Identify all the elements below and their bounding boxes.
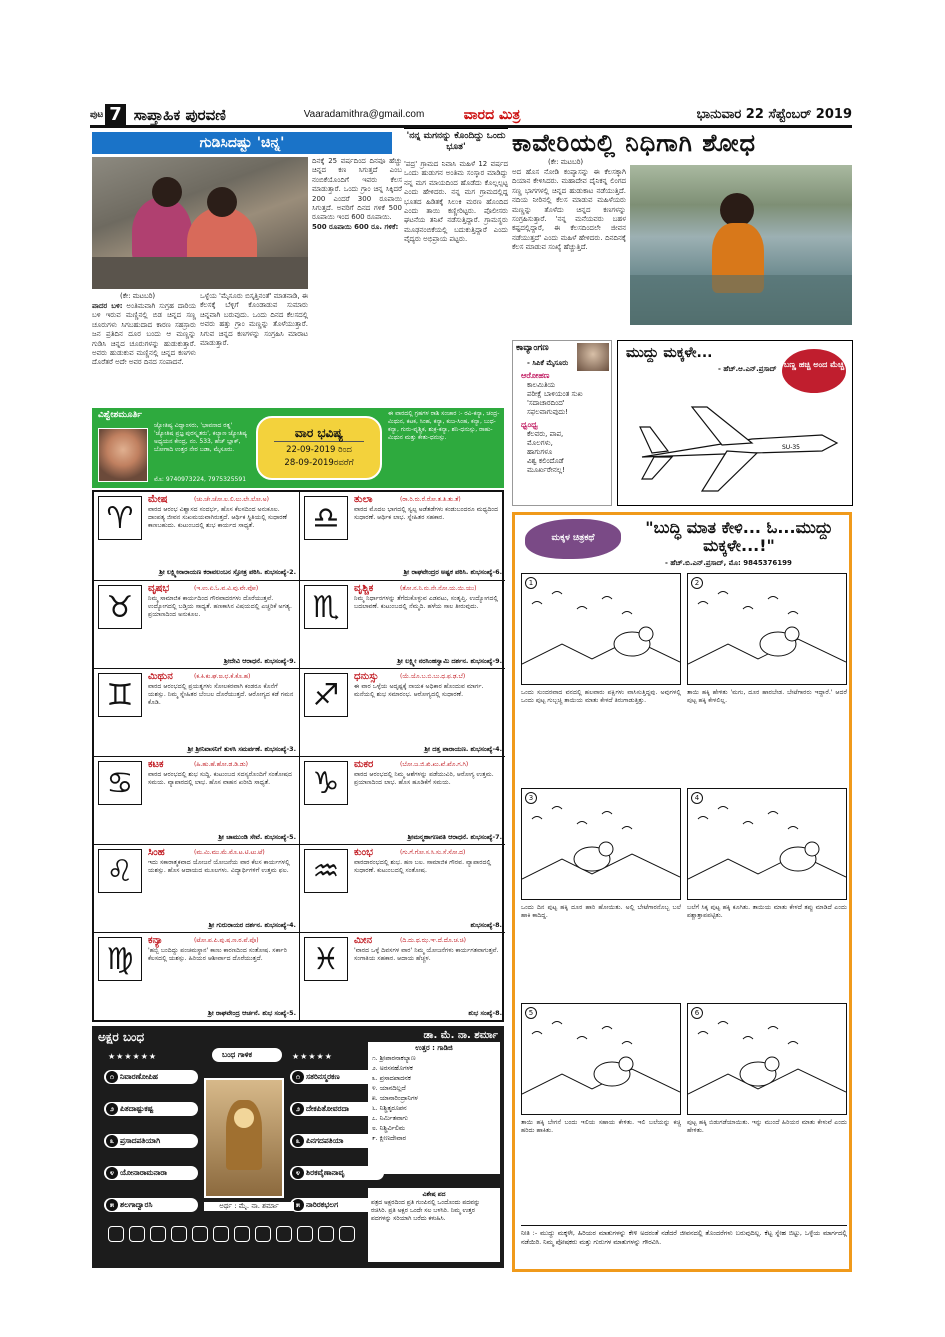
crossword-word-text: ಶಲಗಾದ್ವಾರಸಿ bbox=[120, 1200, 153, 1209]
poem1-line: ಪರೀಕ್ಷೆ ಬಾಳಿಯಂತ ಸುಖ bbox=[527, 390, 583, 398]
crossword-word[interactable] bbox=[104, 1134, 198, 1148]
zodiac-remedy: ಶ್ರೀ ರಾಘವೇಂದ್ರ ಆರ್ಚನೆ. ಶುಭ ಸಂಖ್ಯೆ-5. bbox=[208, 1009, 296, 1017]
story1-lead: ಪಾದರ ಬಳಿ: bbox=[92, 302, 123, 310]
crossword-word-text: ಪಿನಗದಪತಿಯಾ bbox=[306, 1136, 344, 1145]
zodiac-name: ಕುಂಭ bbox=[354, 847, 373, 858]
crossword-number: ೪ bbox=[292, 1167, 304, 1179]
story1-col1 bbox=[92, 302, 196, 406]
comic-moral: ನೀತಿ :- ಮುದ್ದು ಮಕ್ಕಳೇ, ಹಿರಿಯರ ಮಾತುಗಳನ್ನು ಕೇಳಿ ಅದರಂತೆ ನಡೆದರೆ ಜೀವನದಲ್ಲಿ ತೊಂದರೆಗಳು ಬರುವುದಿಲ್ಲ. ಕೆಟ್ಟ ಸ್ನೇಹ ಬಿಟ್ಟು, ಒಳ್ಳೆಯ ಮಾರ್ಗದಲ್ಲಿ ನಡೆಯಿರಿ. ನಿಮ್ಮ ಪೋಷಕರು ಮತ್ತು ಗುರುಗಳ ಮಾತುಗಳನ್ನು ಗೌರವಿಸಿ. bbox=[521, 1225, 847, 1271]
page-tag: ಪುಟ bbox=[90, 109, 104, 120]
zodiac-letters: (ಇ.ಉ.ಏ.ಓ.ವ.ವಿ.ವು.ವೇ.ವೋ) bbox=[194, 585, 259, 592]
zodiac-forecast: ವಾರದ ಆರಂಭದಲ್ಲಿ ಪ್ರಯತ್ನಗಳು ಸೋಲಕರವಾಗಿ ಕಂಡರೂ ಕೊನೆಗೆ ಯಶಸ್ಸು. ನಿಮ್ಮ ಸ್ನೇಹಿತರ ಬೆಂಬಲ ದೊರೆಯುತ್ತದೆ. ಆರೋಗ್ಯದ ಕಡೆ ಗಮನ ಕೊಡಿ. bbox=[148, 683, 294, 707]
crossword-word-text: ಶಿರಕವೈಣಾನಾವೃ bbox=[306, 1168, 345, 1177]
zodiac-remedy: ಶ್ರೀಮನ್ಮಹಾಗಣಪತಿ ಆರಾಧನೆ. ಶುಭಸಂಖ್ಯೆ-7. bbox=[407, 833, 502, 841]
temple-image bbox=[204, 1078, 284, 1198]
comic-label: ಮಕ್ಕಳ ಚಿತ್ರಕಥೆ bbox=[525, 519, 621, 559]
jet-drawing bbox=[632, 387, 842, 499]
answer-cell[interactable] bbox=[108, 1226, 124, 1242]
lion-icon: ♌ bbox=[98, 849, 142, 893]
comic-panel bbox=[521, 788, 681, 900]
page-number: 7 bbox=[105, 104, 126, 126]
comic-panel bbox=[687, 573, 847, 685]
colouring-box bbox=[617, 340, 853, 506]
zodiac-forecast: ನಿಮ್ಮ ಸಾಮಾಜಿಕ ಕಾರ್ಯದಿಂದ ಗೌರವಾದರಗಳು ದೊರೆಯುತ್ತವೆ. ಉದ್ಯೋಗದಲ್ಲಿ ಬಡ್ತಿಯ ಸಾಧ್ಯತೆ. ಹಣಕಾಸಿನ ವಿಷಯದಲ್ಲಿ ಎಚ್ಚರಿಕೆ ಅಗತ್ಯ. ಪ್ರಯಾಣದಿಂದ ಅನುಕೂಲ. bbox=[148, 595, 292, 619]
crossword-number: ೨ bbox=[106, 1103, 118, 1115]
poem2-line: ಹಾಗುಗಳೂ bbox=[527, 448, 553, 456]
panel-text: ತಾಯಿ ಹಕ್ಕಿ ಹೇಳಿತು 'ಮಗು, ದೂರ ಹಾರಬೇಡ. ಬೇಟೆಗಾರರು ಇದ್ದಾರೆ.' ಆದರೆ ಪುಟ್ಟ ಹಕ್ಕಿ ಕೇಳಲಿಲ್ಲ. bbox=[687, 689, 847, 704]
panel-text: ಒಂದು ದಿನ ಪುಟ್ಟ ಹಕ್ಕಿ ದೂರ ಹಾರಿ ಹೋಯಿತು. ಅಲ್ಲಿ ಬೇಟೆಗಾರನೊಬ್ಬ ಬಲೆ ಹಾಕಿ ಕಾದಿದ್ದ. bbox=[521, 904, 681, 919]
crossword-box-title: ಬಂಧ ಗಾಳಿಕ bbox=[212, 1048, 282, 1062]
story3-caption: (ಕೇ: ಮಟಬರಿ) bbox=[548, 158, 584, 166]
week-box bbox=[256, 416, 382, 480]
crossword-word[interactable] bbox=[104, 1102, 198, 1116]
week-to: 28-09-2019ರವರೆಗೆ bbox=[284, 458, 354, 468]
graha-transit-note: ಈ ವಾರದಲ್ಲಿ ಗ್ರಹಗಳ ರಾಶಿ ಸಂಚಾರ :- ರವಿ-ಕನ್ಯಾ, ಚಂದ್ರ-ಮಿಥುನ, ಕಟಕ, ಸಿಂಹ, ಕನ್ಯಾ, ಕುಜ-ಸಿಂಹ, ಕನ್ಯಾ, ಬುಧ-ಕನ್ಯಾ, ಗುರು-ವೃಶ್ಚಿಕ, ಶುಕ್ರ-ಕನ್ಯಾ, ಶನಿ-ಧನುಸ್ಸು, ರಾಹು-ಮಿಥುನ ಮತ್ತು ಕೇತು-ಧನುಸ್ಸು. bbox=[388, 410, 500, 441]
zodiac-item bbox=[300, 580, 505, 668]
clue-title: ಉತ್ತರ : ಗಾಡಿಜಿ bbox=[415, 1044, 453, 1052]
zodiac-letters: (ಕ.ಕಿ.ಕು.ಘ.ಙ.ಛ.ಕೆ.ಕೊ.ಹ) bbox=[194, 673, 251, 680]
masthead bbox=[90, 104, 852, 128]
crossword-word-text: ನಾರಿರಕಭಲಗ bbox=[306, 1200, 339, 1209]
zodiac-item bbox=[300, 844, 505, 932]
zodiac-item bbox=[94, 932, 299, 1020]
story1-col2: ಒಳ್ಳೆಯ 'ಮೈಸೂರು ಬಿಸ್ಕತ್ತಿನಂತೆ' ಮಾತನಾಡಿ, ಈ ಕೆಲಸಕ್ಕೆ ಬೆಳ್ಳಿಗೆ ಕೊಂಡಾಡುವ ಸುಮಾರು ಚಿನ್ನವಾಗಿ ಬರುವುದು. ಒಂದು ದಿನದ ಕೆಲಸದಲ್ಲಿ ಅವರು ಹತ್ತು ಗ್ರಾಂ ಮಣ್ಣನ್ನು ತೊಳೆಯುತ್ತಾರೆ. ಸಿಗುವ ಚಿನ್ನದ ಕಣಗಳನ್ನು ಸಂಗ್ರಹಿಸಿ ಮಾರಾಟ ಮಾಡುತ್ತಾರೆ. bbox=[200, 292, 308, 348]
astrologer-phone: ಮೊ: 9740973224, 7975325591 bbox=[154, 476, 247, 483]
panel-number: 2 bbox=[691, 577, 703, 589]
decorative-stars: ★★★★★ bbox=[292, 1052, 333, 1061]
section-title: ಸಾಪ್ತಾಹಿಕ ಪುರವಣಿ bbox=[133, 105, 226, 124]
zodiac-forecast: 'ಹಬ್ಬಿ ಬಂದಿದ್ದು ಪಂಚಮಸ್ಥಾನ' ಕಾಣು ಕಾರಣದಿಂದ ಸಂತೋಷ. ಸರ್ಕಾರಿ ಕೆಲಸದಲ್ಲಿ ಯಶಸ್ಸು. ಹಿರಿಯರ ಆಶೀರ್ವಾದ ದೊರೆಯುತ್ತದೆ. bbox=[148, 947, 288, 963]
clue-item: ೨. ಅರಸನಹೊಗಳಕ bbox=[372, 1064, 413, 1072]
zodiac-letters: (ಟೋ.ಪ.ಪಿ.ಪು.ಷ.ಣ.ಠ.ಪೆ.ಪೊ) bbox=[194, 937, 259, 944]
crossword-word[interactable] bbox=[104, 1070, 198, 1084]
zodiac-name: ವೃಷಭ bbox=[148, 583, 170, 594]
zodiac-name: ಧನುಸ್ಸು bbox=[354, 671, 379, 682]
zodiac-name: ತುಲಾ bbox=[354, 494, 373, 505]
crossword-box bbox=[92, 1026, 504, 1268]
zodiac-remedy: ಶ್ರೀ ದತ್ತ ಪಾರಾಯಣ. ಶುಭಸಂಖ್ಯೆ-4. bbox=[424, 745, 502, 753]
zodiac-forecast: ವಾರದ ಮೊದಲ ಭಾಗದಲ್ಲಿ ಸ್ವಲ್ಪ ಅಡೆತಡೆಗಳು ಕಂಡುಬಂದರೂ ಮಧ್ಯದಿಂದ ಸುಧಾರಣೆ. ಆರ್ಥಿಕ ಲಾಭ. ಸ್ನೇಹಿತರ ಸಹಕಾರ. bbox=[354, 506, 499, 522]
zodiac-item bbox=[300, 932, 505, 1020]
zodiac-letters: (ಹಿ.ಹು.ಹೆ.ಹೋ.ಡ.ಡಿ.ಡು) bbox=[194, 761, 248, 768]
panel-number: 1 bbox=[525, 577, 537, 589]
zodiac-name: ಕನ್ಯಾ bbox=[148, 935, 163, 946]
crossword-word[interactable] bbox=[104, 1166, 198, 1180]
astrologer-name: ವಿಶ್ವೇಶಮೂರ್ತಿ bbox=[98, 410, 142, 420]
crossword-number: ೫ bbox=[106, 1199, 118, 1211]
crossword-number: ೪ bbox=[106, 1167, 118, 1179]
scorpion-icon: ♏ bbox=[304, 585, 348, 629]
issue-date: ಭಾನುವಾರ 22 ಸೆಪ್ಟೆಂಬರ್ 2019 bbox=[696, 107, 852, 122]
zodiac-remedy: ಶುಭಸಂಖ್ಯೆ-8. bbox=[470, 921, 502, 929]
poem2-line: ಮೂರ್ಖರೇನಲ್ಲ! bbox=[527, 466, 565, 474]
answer-cell[interactable] bbox=[318, 1226, 334, 1242]
zodiac-forecast: ಇದು ಸಕಾರಾತ್ಮಕವಾದ ಯೋಜನೆ ಯೋಜನೆಯ ವಾರ ಕೆಲಸ ಕಾರ್ಯಗಳಲ್ಲಿ ಯಶಸ್ಸು. ಹೊಸ ಆದಾಯದ ಮೂಲಗಳು. ವಿದ್ಯಾರ್ಥಿಗಳಿಗೆ ಉತ್ತಮ ಫಲ. bbox=[148, 859, 290, 875]
story3-body: ಅದ ಹೊಸ ನೋಡಿ ಕಂಪ್ಯಾಸನ್ನು ಈ ಕೆಲಸಕ್ಕಾಗಿ ದಿಯಾನ ಕೇಳಿಸಿದರು. ಮಹಾದೇವ ದೈನಿಕನ್ನ ಲಿಂಗದ ಸಣ್ಣ ಭಾಗಗಳಲ್ಲಿ ಚಿನ್ನದ ಹುಡುಕಾಟ ನಡೆಯುತ್ತಿದೆ. ನದಿಯ ನೀರಿನಲ್ಲಿ ಕೆಲಸ ಮಾಡುವ ಮಹಿಳೆಯರು ಮಣ್ಣನ್ನು ತೊಳೆದು ಚಿನ್ನದ ಕಣಗಳನ್ನು ಸಂಗ್ರಹಿಸುತ್ತಾರೆ. 'ನನ್ನ ಮನೆಯವರು ಬಹಳ ಕಷ್ಟದಲ್ಲಿದ್ದಾರೆ, ಈ ಕೆಲಸದಿಂದಲೇ ಜೀವನ ನಡೆಯುತ್ತದೆ' ಎಂದು ಮಹಿಳೆ ಹೇಳಿದರು. ದಿನದಿನಕ್ಕೆ ಕೆಲಸ ಮಾಡುವ ಸಂಖ್ಯೆ ಹೆಚ್ಚುತ್ತಿದೆ. bbox=[512, 168, 626, 252]
zodiac-letters: (ಮ.ಮಿ.ಮು.ಮೆ.ಮೊ.ಟ.ಟಿ.ಟು.ಟೆ) bbox=[194, 849, 265, 856]
zodiac-letters: (ಗು.ಗೆ.ಗೋ.ಸ.ಸಿ.ಸು.ಸೆ.ಸೋ.ದ) bbox=[400, 849, 466, 856]
zodiac-item bbox=[300, 668, 505, 756]
story3-photo bbox=[630, 165, 852, 325]
zodiac-name: ಮೇಷ bbox=[148, 494, 168, 505]
panel-drawing bbox=[688, 789, 846, 899]
answer-cell[interactable] bbox=[129, 1226, 145, 1242]
zodiac-letters: (ದಿ.ದು.ಥ.ಝ.ಞ.ದೆ.ದೊ.ಚ.ಚಿ) bbox=[400, 937, 466, 944]
answer-cell[interactable] bbox=[150, 1226, 166, 1242]
poet-photo bbox=[577, 343, 609, 371]
comic-panel bbox=[521, 573, 681, 685]
zodiac-forecast: ನಿಮ್ಮ ನಿರ್ಧಾರಗಳನ್ನು ತೆಗೆದುಕೊಳ್ಳುವ ಎಡವಟು, ಸಂತೃಪ್ತಿ. ಉದ್ಯೋಗದಲ್ಲಿ ಬದಲಾವಣೆ. ಕುಟುಂಬದಲ್ಲಿ ನೆಮ್ಮದಿ. ಹಳೆಯ ಸಾಲ ತೀರುವುದು. bbox=[354, 595, 499, 611]
clue-box bbox=[368, 1042, 500, 1174]
zodiac-grid bbox=[92, 490, 504, 1022]
answer-cell[interactable] bbox=[255, 1226, 271, 1242]
panel-drawing bbox=[522, 1004, 680, 1114]
zodiac-forecast: ವಾರದಾರಂಭದಲ್ಲಿ ಶುಭ. ಹಣ ಬಲ. ಸಾಮಾಜಿಕ ಗೌರವ. ವ್ಯಾಪಾರದಲ್ಲಿ ಸುಧಾರಣೆ. ಕುಟುಂಬದಲ್ಲಿ ಸಂತೋಷ. bbox=[354, 859, 492, 875]
poem1-title: ಆರೋಹಣ bbox=[521, 371, 550, 380]
comic-strip bbox=[512, 512, 852, 1272]
answer-cell[interactable] bbox=[276, 1226, 292, 1242]
panel-number: 6 bbox=[691, 1007, 703, 1019]
panel-number: 4 bbox=[691, 792, 703, 804]
zodiac-item bbox=[94, 580, 299, 668]
story1-subhead: 500 ರೂಪಾಯಿ 600 ರೂ. ಗಳಿಕೆ: bbox=[312, 222, 399, 231]
virgo-icon: ♍ bbox=[98, 937, 142, 981]
comic-panel bbox=[521, 1003, 681, 1115]
weekly-horoscope-header bbox=[92, 408, 504, 488]
zodiac-remedy: ಶ್ರೀ ಚಾಮುಂಡಿ ಸೇವೆ. ಶುಭಸಂಖ್ಯೆ-5. bbox=[218, 833, 296, 841]
poem2-line: ಕೆಲವರು, ಪಾಪ, bbox=[527, 430, 564, 438]
answer-cell[interactable] bbox=[297, 1226, 313, 1242]
crossword-word-text: ಪ್ರಸಾದಪತಿಯಾಗಿ bbox=[120, 1136, 161, 1145]
crossword-word-text: ನಿವಾರಣೋಪಿಹ bbox=[120, 1072, 159, 1081]
zodiac-remedy: ಶ್ರೀ ಶ್ರೀನಿವಾಸನಿಗೆ ತುಳಸಿ ಸಮರ್ಪಣೆ. ಶುಭಸಂಖ್ಯೆ-3. bbox=[187, 745, 296, 753]
poem1-line: 'ಸದಾಚಾರದಿಂದ' bbox=[527, 399, 565, 407]
crossword-author: ಡಾ. ಮೆ. ನಾ. ಶರ್ಮಾ bbox=[423, 1030, 498, 1041]
answer-cell[interactable] bbox=[213, 1226, 229, 1242]
crossword-word-text: ಪಿತದಾಷ್ಟುಕಷ್ಟ bbox=[120, 1104, 154, 1113]
note-body: ಪತ್ರದ ಅಕ್ಷರದಿಂದ ಪ್ರತಿ ಗುಂಪಿನಲ್ಲಿ ಒಂದೊಂದು ಪದವನ್ನು ರಚಿಸಿರಿ. ಪ್ರತಿ ಅಕ್ಷರ ಒಂದೇ ಸಲ ಬಳಸಿರಿ. ನಿಮ್ಮ ಉತ್ತರ ಪದಗಳನ್ನು ಸರಿಯಾಗಿ ಬರೆದು ಕಳುಹಿಸಿ. bbox=[371, 1199, 481, 1222]
zodiac-name: ಮಕರ bbox=[354, 759, 374, 770]
panel-drawing bbox=[522, 574, 680, 684]
story1-caption: (ಕೇ: ಮಟಬರಿ) bbox=[120, 292, 156, 300]
story1-col3 bbox=[312, 157, 402, 406]
poem1-line: ಕಾಲಮಿತಿಯ bbox=[527, 381, 556, 389]
zodiac-name: ಮೀನ bbox=[354, 935, 372, 946]
comic-panel bbox=[687, 1003, 847, 1115]
zodiac-remedy: ಶ್ರೀದೇವಿ ಆರಾಧನೆ. ಶುಭಸಂಖ್ಯೆ-9. bbox=[223, 657, 296, 665]
colouring-title: ಮುದ್ದು ಮಕ್ಕಳೇ... bbox=[626, 345, 713, 361]
answer-cell[interactable] bbox=[171, 1226, 187, 1242]
zodiac-remedy: ಶ್ರೀ ಗುರುರಾಯರ ದರ್ಶನ. ಶುಭಸಂಖ್ಯೆ-4. bbox=[208, 921, 296, 929]
crocodile-icon: ♑ bbox=[304, 761, 348, 805]
story3-headline: ಕಾವೇರಿಯಲ್ಲಿ ನಿಧಿಗಾಗಿ ಶೋಧ bbox=[512, 129, 757, 157]
zodiac-forecast: ವಾರದ ಆರಂಭ ವಿಶ್ವಾಸದ ಸಂದರ್ಭ, ಹೊಸ ಕೆಲಸದಿಂದ ಅನುಕೂಲ. ದಾಂಪತ್ಯ ಜೀವನ ಸುಖಮಯವಾಗಿರುತ್ತದೆ. ಆರ್ಥಿಕ ಸ್ಥಿತಿಯಲ್ಲಿ ಸುಧಾರಣೆ ಕಾಣಬಹುದು. ಕುಟುಂಬದಲ್ಲಿ ಶುಭ ಕಾರ್ಯದ ಸಾಧ್ಯತೆ. bbox=[148, 506, 288, 530]
zodiac-name: ಮಿಥುನ bbox=[148, 671, 173, 682]
poem1-line: ಸಫಲವಾಗುವುದು! bbox=[527, 408, 568, 416]
answer-cell[interactable] bbox=[234, 1226, 250, 1242]
zodiac-item bbox=[94, 844, 299, 932]
story2-headline: 'ನನ್ನ ಮಗನನ್ನು ಕೊಂದಿದ್ದು ಒಂದು ಭೂತ' bbox=[404, 128, 508, 153]
zodiac-left-column bbox=[94, 492, 299, 1020]
colouring-artist: - ಹೆಚ್.ಆ.ಎನ್.ಪ್ರಸಾದ್ bbox=[718, 365, 777, 373]
crossword-number: ೧ bbox=[106, 1071, 118, 1083]
crossword-number: ೧ bbox=[292, 1071, 304, 1083]
crossword-word-text: ಸತರಿನಸ್ಮರಕಣ bbox=[306, 1072, 340, 1081]
zodiac-item bbox=[94, 668, 299, 756]
answer-cells bbox=[108, 1226, 355, 1242]
answer-cell[interactable] bbox=[192, 1226, 208, 1242]
clue-item: ೫. ಯಾನಾರಿಂದ್ರಾನಿಗಳ bbox=[372, 1094, 418, 1102]
colouring-badge: ಬಣ್ಣ ಹಚ್ಚಿ ಅಂದ ಮೆಚ್ಚಿ bbox=[782, 349, 846, 393]
zodiac-remedy: ಶ್ರೀ ಲಕ್ಷ್ಮೀನಾರಾಯಣ ಕರಾವಲಂಬನ ಸ್ತೋತ್ರ ಪಠಿಸಿ. ಶುಭಸಂಖ್ಯೆ-2. bbox=[159, 568, 296, 576]
poem2-title: ಧ್ವಂಧ್ವ bbox=[521, 420, 538, 429]
crossword-number: ೫ bbox=[292, 1199, 304, 1211]
zodiac-letters: (ಯೆ.ಯೊ.ಬ.ಬಿ.ಬು.ಧ.ಫ.ಢ.ಬೆ) bbox=[400, 673, 466, 680]
zodiac-name: ವೃಶ್ಚಿಕ bbox=[354, 583, 374, 594]
zodiac-letters: (ತೋ.ನ.ನಿ.ನು.ನೇ.ನೋ.ಯ.ಯಿ.ಯು) bbox=[400, 585, 477, 592]
week-from: 22-09-2019 ರಿಂದ bbox=[286, 445, 352, 455]
zodiac-remedy: ಶುಭ ಸಂಖ್ಯೆ-8. bbox=[468, 1009, 502, 1017]
twins-icon: ♊ bbox=[98, 673, 142, 717]
clue-item: ೪. ಯಾನದಿಲ್ಲದೆ bbox=[372, 1084, 406, 1092]
bull-icon: ♉ bbox=[98, 585, 142, 629]
crossword-word-text: ದೇಕಪಿತೋವರದಾ bbox=[306, 1104, 349, 1113]
panel-drawing bbox=[688, 1004, 846, 1114]
story1-photo bbox=[92, 157, 308, 289]
zodiac-remedy: ಶ್ರೀ ಲಕ್ಷ್ಮೀ ನರಸಿಂಹಸ್ವಾಮಿ ದರ್ಶನ. ಶುಭಸಂಖ್ಯೆ-9. bbox=[397, 657, 502, 665]
zodiac-forecast: ಈ ವಾರ ಒಳ್ಳೆಯ ಅದೃಷ್ಟಕ್ಕೆ ನಾಯಕ ಅಧಿಕಾರ ಹೊಂದುವ ಮಾರ್ಗ. ಮನೆಯಲ್ಲಿ ಶುಭ ಸಮಾರಂಭ. ಆರೋಗ್ಯದಲ್ಲಿ ಸುಧಾರಣೆ. bbox=[354, 683, 484, 699]
comic-title: "ಬುದ್ಧಿ ಮಾತ ಕೇಳಿ... ಓ...ಮುದ್ದು ಮಕ್ಕಳೇ...!" bbox=[645, 518, 833, 555]
water-bearer-icon: ♒ bbox=[304, 849, 348, 893]
clue-item: ೭. ನಿರ್ಮಿತವಾಗು bbox=[372, 1114, 408, 1122]
comic-panel bbox=[687, 788, 847, 900]
panel-text: ಪುಟ್ಟ ಹಕ್ಕಿ ಬಿಡುಗಡೆಯಾಯಿತು. ಇನ್ನು ಮುಂದೆ ಹಿರಿಯರ ಮಾತು ಕೇಳುವೆ ಎಂದು ಹೇಳಿತು. bbox=[687, 1119, 847, 1134]
crab-icon: ♋ bbox=[98, 761, 142, 805]
crossword-number: ೩ bbox=[106, 1135, 118, 1147]
email-link[interactable]: Vaaradamithra@gmail.com bbox=[303, 109, 425, 120]
astrologer-info: ಜ್ಯೋತಿಷ್ಯ ವಿದ್ವಾಂಸರು, 'ಭಾವನಾದ ರತ್ನ' 'ಜ್ಯೋತಿಷ ಪ್ರಜ್ಞ ಪುರಸ್ಕೃತರು', ಕಲ್ಯಾಣ ಜ್ಯೋತಿಷ್ಯ ಅಧ್ಯಯನ ಕೇಂದ್ರ, ನಂ. 533, ಹೆಚ್ ಬ್ಲಾಕ್, ಬೋಗಾದಿ ಉತ್ತರ ನೇರ ಬಡಾ, ಮೈಸೂರು. bbox=[154, 422, 248, 453]
comic-artist: - ಹೆಚ್.ಬಿ.ಎನ್.ಪ್ರಸಾದ್, ಮೊ: 9845376199 bbox=[665, 559, 792, 567]
crossword-word[interactable] bbox=[104, 1198, 198, 1212]
crossword-word-text: ಯೋನಾರಾಮನಾರಾ bbox=[120, 1168, 167, 1177]
zodiac-letters: (ರಾ.ರಿ.ರು.ರೆ.ರೋ.ತ.ತಿ.ತು.ತೆ) bbox=[400, 496, 461, 503]
zodiac-forecast: ವಾರದ ಆರಂಭದಲ್ಲಿ ನಿಮ್ಮ ಆಶೆಗಳನ್ನು ಪಡೆಯುವಿರಿ, ಆರೋಗ್ಯ ಉತ್ತಮ. ಪ್ರಯಾಣದಿಂದ ಲಾಭ. ಹೊಸ ಹೂಡಿಕೆಗೆ ಸಮಯ. bbox=[354, 771, 494, 787]
zodiac-letters: (ಬೋ.ಜ.ಜಿ.ಖಿ.ಖು.ಖೆ.ಖೊ.ಗ.ಗಿ) bbox=[400, 761, 469, 768]
story1-col3-text: ದಿನಕ್ಕೆ 25 ವರ್ಷದಿಂದ ದಿನವೂ ಹೆಚ್ಚು ಚಿನ್ನದ ಕಣ ಸಿಗುತ್ತದೆ ಎಂಬ ನಂಬಿಕೆಯೊಂದಿಗೆ ಇವರು ಕೆಲಸ ಮಾಡುತ್ತಾರೆ. ಒಂದು ಗ್ರಾಂ ಚಿನ್ನ ಸಿಕ್ಕಿದರೆ 200 ಎಂದರೆ 300 ರೂಪಾಯಿ ಸಿಗುತ್ತದೆ. ಅವರಿಗೆ ದಿನದ ಗಳಿಕೆ 500 ರೂಪಾಯಿ ಇಂದ 600 ರೂಪಾಯಿ. bbox=[312, 157, 402, 222]
crossword-note bbox=[368, 1188, 500, 1262]
ram-icon: ♈ bbox=[98, 496, 142, 540]
poet-name: - ಸಿಪಿಕೆ ಮೈಸೂರು bbox=[527, 359, 569, 367]
week-title: ವಾರ ಭವಿಷ್ಯ bbox=[274, 426, 364, 442]
story1-headline: ಗುಡಿಸಿದಷ್ಟು 'ಚಿನ್ನ' bbox=[92, 132, 392, 154]
zodiac-item bbox=[94, 492, 299, 580]
jet-label: SU-35 bbox=[782, 444, 800, 451]
zodiac-right-column bbox=[300, 492, 505, 1020]
crossword-number: ೩ bbox=[292, 1135, 304, 1147]
crossword-title: ಅಕ್ಷರ ಬಂಧ bbox=[98, 1030, 145, 1044]
kavya-box bbox=[512, 340, 612, 506]
decorative-stars: ★★★★★★ bbox=[108, 1052, 158, 1061]
temple-caption: ಅರ್ಥ : ಮೈ. ನಾ. ಶರ್ಮಾ bbox=[204, 1202, 294, 1211]
archer-icon: ♐ bbox=[304, 673, 348, 717]
zodiac-forecast: ವಾರದ ಆರಂಭದಲ್ಲಿ ಶುಭ ಸುದ್ದಿ. ಕುಟುಂಬದ ಸದಸ್ಯರೊಂದಿಗೆ ಸಂತೋಷದ ಸಮಯ. ವ್ಯಾಪಾರದಲ್ಲಿ ಲಾಭ. ಹೊಸ ವಾಹನ ಖರೀದಿ ಸಾಧ್ಯತೆ. bbox=[148, 771, 292, 787]
zodiac-name: ಸಿಂಹ bbox=[148, 847, 165, 858]
zodiac-letters: (ಚು.ಚೇ.ಚೋ.ಲ.ಲಿ.ಲು.ಲೇ.ಲೋ.ಅ) bbox=[194, 496, 269, 503]
panel-number: 3 bbox=[525, 792, 537, 804]
scales-icon: ♎ bbox=[304, 496, 348, 540]
zodiac-name: ಕಟಕ bbox=[148, 759, 164, 770]
panel-text: ಒಂದು ಸುಂದರವಾದ ವನದಲ್ಲಿ ಹಲವಾರು ಪಕ್ಷಿಗಳು ವಾಸಿಸುತ್ತಿದ್ದವು. ಅವುಗಳಲ್ಲಿ ಒಂದು ಪುಟ್ಟ ಗುಬ್ಬಚ್ಚಿ ತಾಯಿಯ ಮಾತು ಕೇಳದೆ ತಿರುಗಾಡುತ್ತಿತ್ತು. bbox=[521, 689, 681, 704]
clue-item: ೩. ಪ್ರಸಾದಪಾದನಕ bbox=[372, 1074, 411, 1082]
poem2-line: ವಿಶ್ವ ಕಲಿಂದೊಡೆ bbox=[527, 457, 564, 465]
kavya-title: ಕಾವ್ಯಾಂಗಣ bbox=[516, 343, 549, 353]
panel-text: ಬಲೆಗೆ ಸಿಕ್ಕ ಪುಟ್ಟ ಹಕ್ಕಿ ಕೂಗಿತು. ತಾಯಿಯ ಮಾತು ಕೇಳದೆ ತಪ್ಪು ಮಾಡಿದೆ ಎಂದು ಪಶ್ಚಾತ್ತಾಪಪಟ್ಟಿತು. bbox=[687, 904, 847, 919]
clue-item: ೬. ನಿಶ್ಚಿತೃರೂಪನ bbox=[372, 1104, 407, 1112]
clue-item: ೯. ಕ್ಷೀಣದೇವಾರ bbox=[372, 1134, 406, 1142]
zodiac-forecast: 'ವಾರದ ಒಳ್ಳೆ ದಿವಸಗಳ ವಾರ' ನಿಮ್ಮ ಯೋಜನೆಗಳು ಕಾರ್ಯಗತವಾಗುತ್ತವೆ. ಸಂಗಾತಿಯ ಸಹಕಾರ. ಆದಾಯ ಹೆಚ್ಚಳ. bbox=[354, 947, 499, 963]
note-title: ವಿಶೇಷ ಪದ bbox=[422, 1191, 446, 1198]
story2-body: 'ಪದ್ರ' ಗ್ರಾಮದ ನಿವಾಸಿ ಮಹಿಳೆ 12 ವರ್ಷದ ಒಂದು ಹುಡುಗನ ಅಂತಿಮ ಸಂಸ್ಕಾರ ಮಾಡಿದ್ದು ನನ್ನ ಮಗ ಮಾಯದಿಂದ ಹೊಡೆದು ಕೊಲ್ಲಲ್ಪಟ್ಟ ಎಂದು ಹೇಳಿದರು. ನನ್ನ ಮಗ ಗ್ರಾಮದಲ್ಲಿದ್ದ ಭೂತದ ಹಿಡಿತಕ್ಕೆ ಸಿಲುಕಿ ಮರಣ ಹೊಂದಿದ ಎಂದು ತಾಯಿ ಕಣ್ಣೀರಿಟ್ಟರು. ಪೊಲೀಸರು ಘಟನೆಯ ತನಿಖೆ ನಡೆಸುತ್ತಿದ್ದಾರೆ. ಗ್ರಾಮಸ್ಥರು ಮೂಢನಂಬಿಕೆಯಲ್ಲಿ ಬದುಕುತ್ತಿದ್ದಾರೆ ಎಂದು ವೈದ್ಯರು ಅಭಿಪ್ರಾಯ ಪಟ್ಟರು. bbox=[404, 160, 508, 244]
panel-text: ತಾಯಿ ಹಕ್ಕಿ ಬೇಗನೆ ಬಂದು ಇಲಿಯ ಸಹಾಯ ಕೇಳಿತು. ಇಲಿ ಬಲೆಯನ್ನು ಕಚ್ಚಿ ಹರಿದು ಹಾಕಿತು. bbox=[521, 1119, 681, 1134]
zodiac-item bbox=[300, 756, 505, 844]
panel-drawing bbox=[522, 789, 680, 899]
paper-logo: ವಾರದ ಮಿತ್ರ bbox=[463, 106, 521, 123]
poem2-line: ಮೊಲಗಳು, bbox=[527, 439, 553, 447]
panel-drawing bbox=[688, 574, 846, 684]
crossword-number: ೨ bbox=[292, 1103, 304, 1115]
clue-item: ೧. ಶ್ರೀಪಾರನಾಕಲ್ಯಾಣ bbox=[372, 1054, 416, 1062]
zodiac-item bbox=[300, 492, 505, 580]
answer-cell[interactable] bbox=[339, 1226, 355, 1242]
story1-col1-text: ಅಂತಿಮವಾಗಿ ಸುಗ್ರಹ ದಾರಿಯ ಬಳಿ ಇರುವ ಮಣ್ಣಿನಲ್ಲಿ ಬಿಡ ಚಿನ್ನದ ಸಣ್ಣ ಚೂರುಗಳು ಸಿಗಬಹುದಾದ ಕಾರಣ ಸಹಸ್ರಾರು ಜನ ಪ್ರತಿದಿನ ದೂರ ಬಂದು ಆ ಮಣ್ಣನ್ನು ಗುಡಿಸಿ ಚಿನ್ನದ ಚೂರುಗಳನ್ನು ಹುಡುಕುತ್ತಾರೆ. ಅವರು ಹುಡುಕುವ ಮಣ್ಣಿನಲ್ಲಿ ಚಿನ್ನದ ಕಣಗಳು ದೊರೆತರೆ ಅದೇ ಅವರ ದಿನದ ಸಂಪಾದನೆ. bbox=[92, 302, 196, 367]
astrologer-photo bbox=[98, 428, 148, 482]
clue-list bbox=[372, 1053, 496, 1143]
fish-icon: ♓ bbox=[304, 937, 348, 981]
zodiac-item bbox=[94, 756, 299, 844]
clue-item: ೮. ನಿಶ್ಚಿರ್ವಿಲಿಮ bbox=[372, 1124, 405, 1132]
zodiac-remedy: ಶ್ರೀ ರಾಘವೇಂದ್ರರ ಅಷ್ಟಕ ಪಠಿಸಿ. ಶುಭಸಂಖ್ಯೆ-6. bbox=[403, 568, 502, 576]
panel-number: 5 bbox=[525, 1007, 537, 1019]
